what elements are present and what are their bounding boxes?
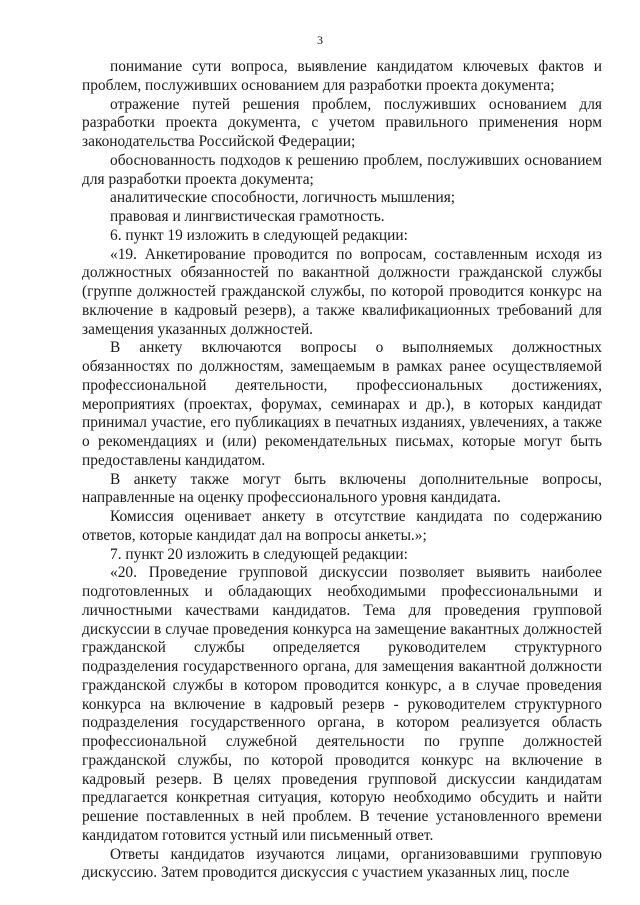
paragraph-13: Ответы кандидатов изучаются лицами, организовавшими групповую дискуссию. Затем проводится дискуссия с участием указанных лиц, после [82,845,602,882]
paragraph-1: понимание сути вопроса, выявление кандидатом ключевых фактов и проблем, послуживших основанием для разработки проекта документа; [82,58,602,94]
page-number: 3 [317,33,323,47]
paragraph-9: В анкету также могут быть включены дополнительные вопросы, направленные на оценку профессионального уровня кандидата. [82,470,602,507]
paragraph-6: 6. пункт 19 изложить в следующей редакции: [110,226,408,244]
paragraph-10: Комиссия оценивает анкету в отсутствие кандидата по содержанию ответов, которые кандидат дал на вопросы анкеты.»; [82,508,602,544]
paragraph-2: отражение путей решения проблем, послуживших основанием для разработки проекта документа, с учетом правильного применения норм законодательства Российской Федерации; [82,95,602,150]
paragraph-11: 7. пункт 20 изложить в следующей редакции: [110,545,408,563]
paragraph-5: правовая и лингвистическая грамотность. [110,208,385,225]
paragraph-3: обоснованность подходов к решению проблем, послуживших основанием для разработки проекта документа; [82,151,602,188]
paragraph-7: «19. Анкетирование проводится по вопросам, составленным исходя из должностных обязанностей по вакантной должности гражданской службы (группе должностей гражданской службы, по которой проводится конкурс на включение в кадровый резерв), а также квалификационных требований для замещения указанных должностей. [82,245,602,338]
paragraph-12: «20. Проведение групповой дискуссии позволяет выявить наиболее подготовленных и обладающих необходимыми профессиональными и личностными качествами кандидатов. Тема для проведения групповой дискуссии в случае проведения конкурса на замещение вакантных должностей гражданской службы определяется руководителем структурного подразделения государственного органа, для замещения вакантной должности гражданской службы в котором проводится конкурс, а в случае проведения конкурса на включение в кадровый резерв - руководителем структурного подразделения государственного органа, в котором реализуется область профессиональной служебной деятельности по группе должностей гражданской службы, по которой проводится конкурс на включение в кадровый резерв. В целях проведения групповой дискуссии кандидатам предлагается конкретная ситуация, которую необходимо обсудить и найти решение поставленных в ней проблем. В течение установленного времени кандидатом готовится устный или письменный ответ. [82,564,602,844]
paragraph-8: В анкету включаются вопросы о выполняемых должностных обязанностях по должностям, замещаемым в рамках ранее осуществляемой профессиональной деятельности, профессиональных достижениях, мероприятиях (проектах, форумах, семинарах и др.), в которых кандидат принимал участие, его публикациях в печатных изданиях, увлечениях, а также о рекомендациях и (или) рекомендательных письмах, которые могут быть предоставлены кандидатом. [82,339,602,469]
paragraph-4: аналитические способности, логичность мышления; [110,189,456,207]
document-body [82,58,602,883]
